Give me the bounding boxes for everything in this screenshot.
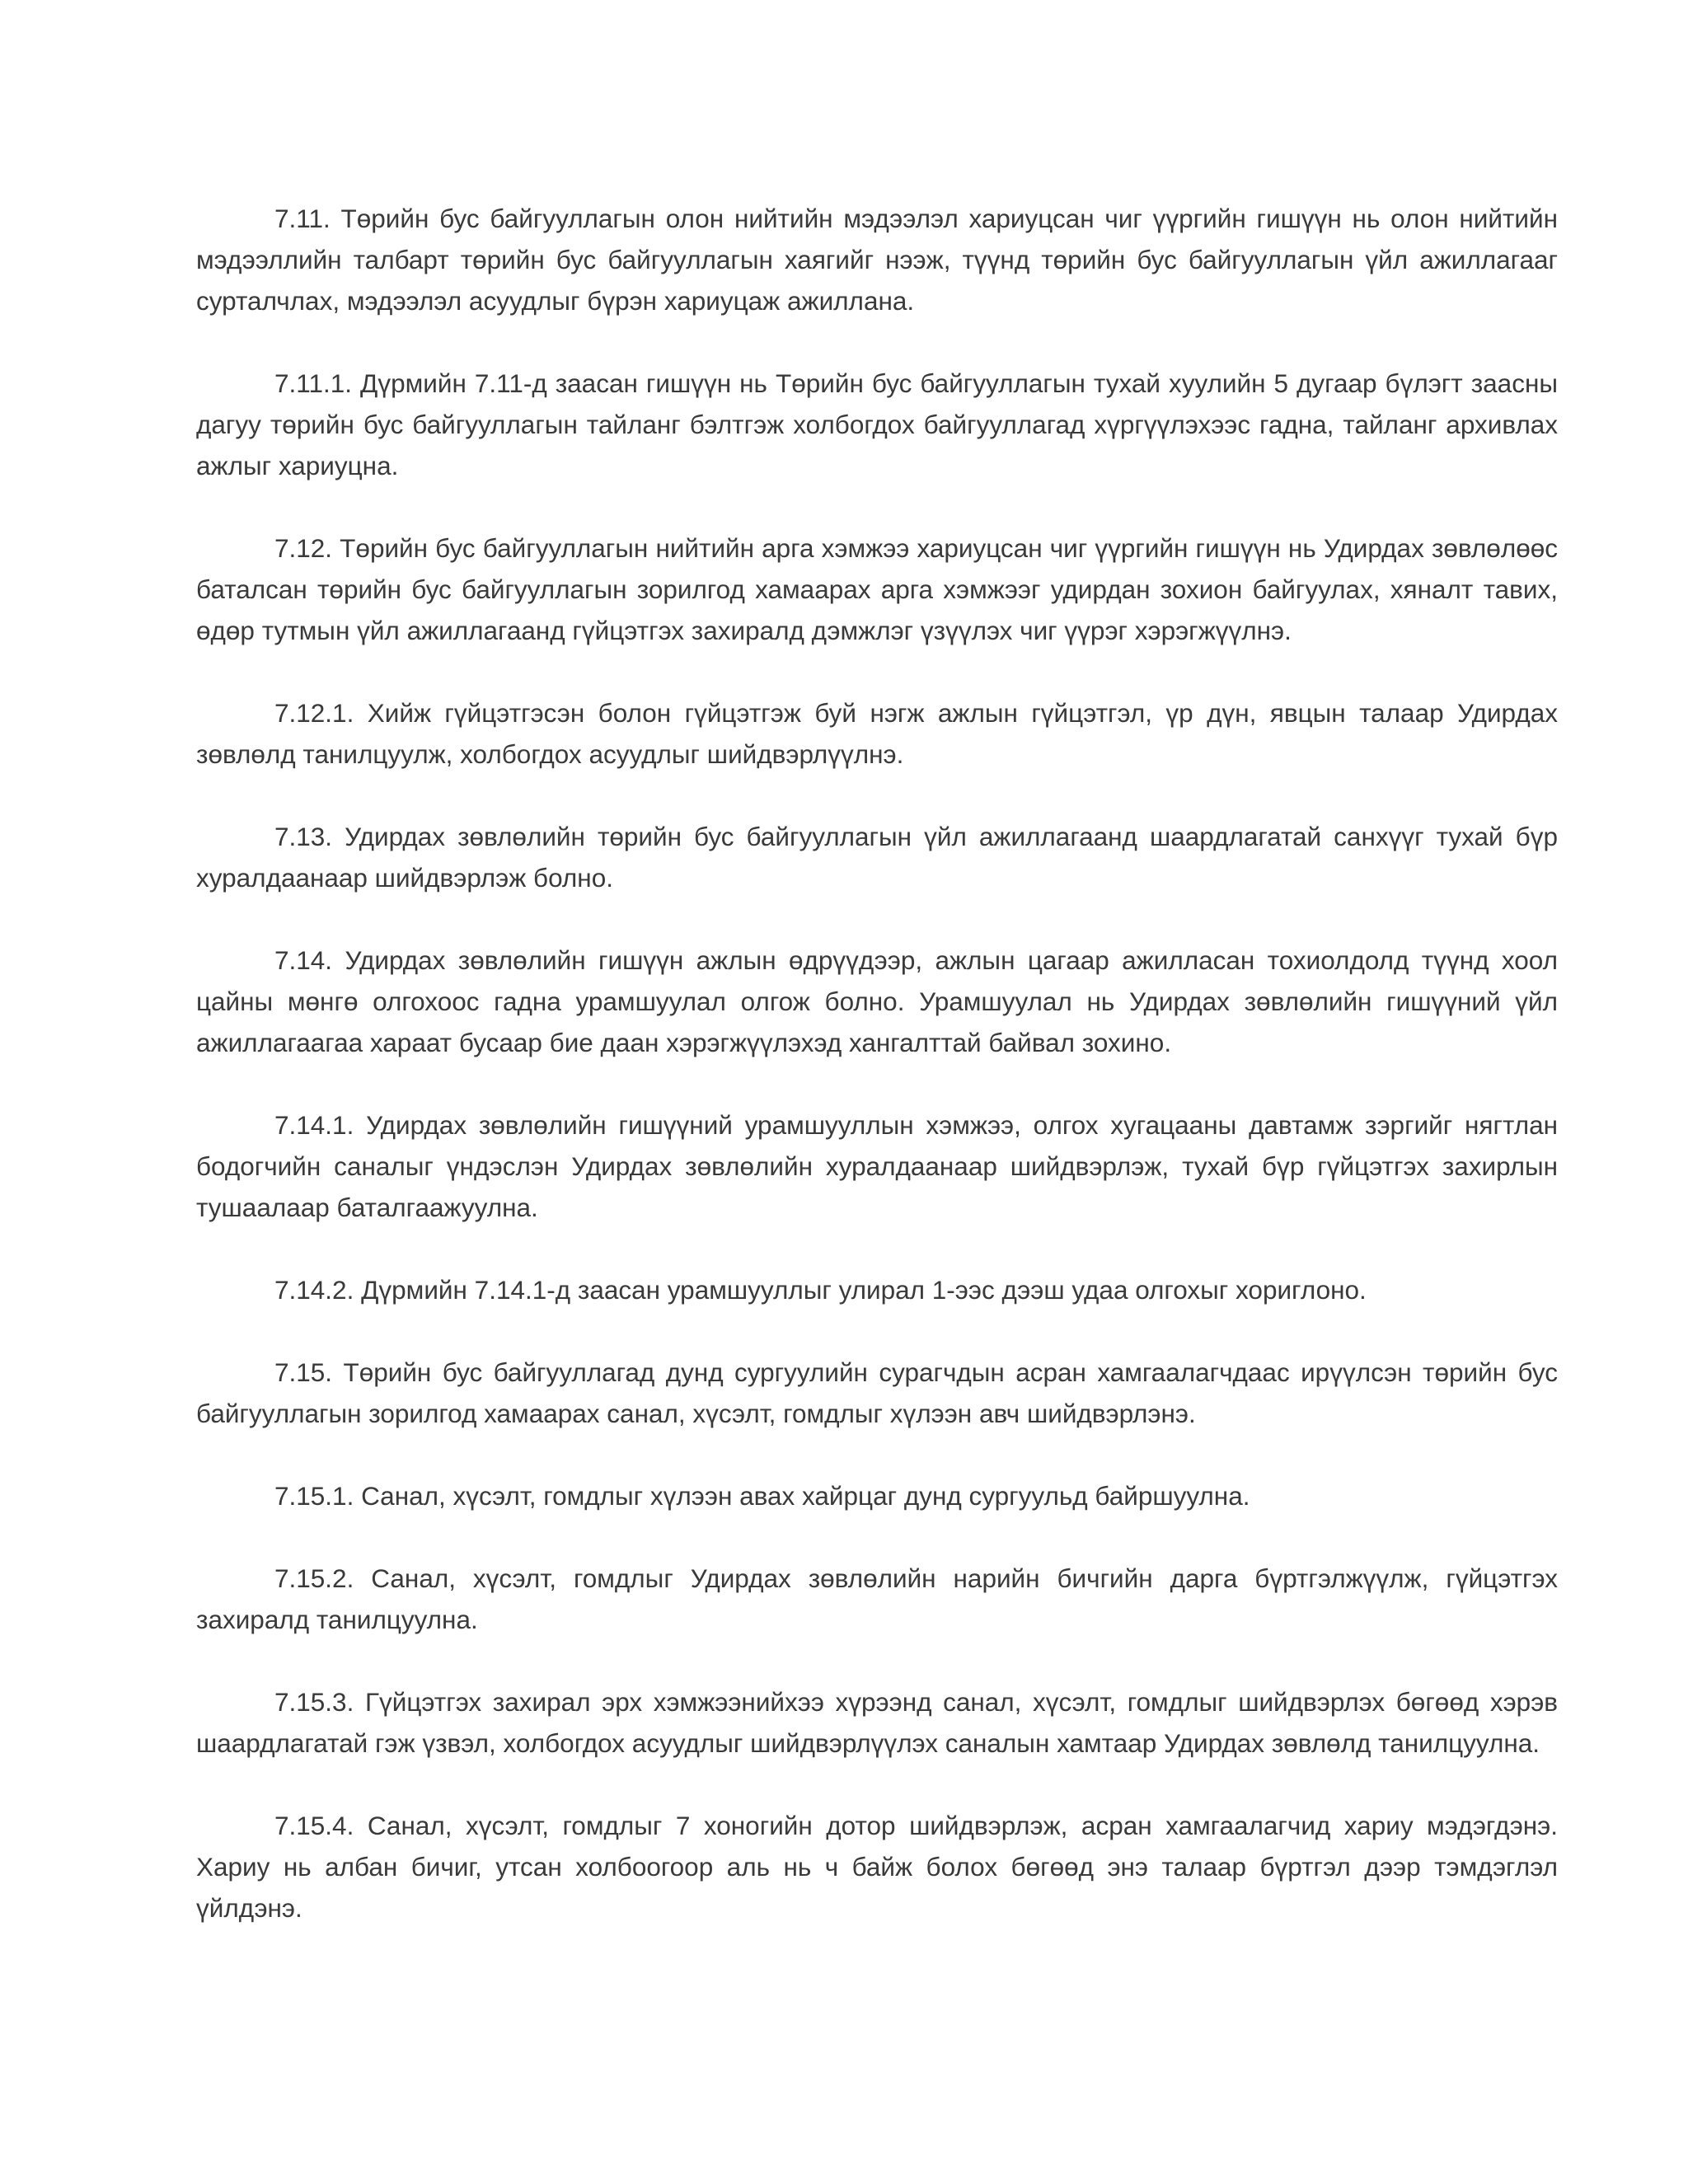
paragraph-7-14-1: 7.14.1. Удирдах зөвлөлийн гишүүний урамшууллын хэмжээ, олгох хугацааны давтамж зэргийг нягтлан бодогчийн саналыг үндэслэн Удирдах зөвлөлийн хуралдаанаар шийдвэрлэж, тухай бүр гүйцэтгэх захирлын тушаалаар баталгаажуулна.	[196, 1110, 1558, 1222]
paragraph-7-15-4: 7.15.4. Санал, хүсэлт, гомдлыг 7 хоногийн дотор шийдвэрлэж, асран хамгаалагчид хариу мэдэгдэнэ. Хариу нь албан бичиг, утсан холбоогоор аль нь ч байж болох бөгөөд энэ талаар бүртгэл дээр тэмдэглэл үйлдэнэ.	[196, 1811, 1558, 1923]
paragraph-7-15: 7.15. Төрийн бус байгууллагад дунд сургуулийн сурагчдын асран хамгаалагчдаас ирүүлсэн төрийн бус байгууллагын зорилгод хамаарах санал, хүсэлт, гомдлыг хүлээн авч шийдвэрлэнэ.	[196, 1357, 1558, 1428]
document-page	[196, 198, 1558, 1970]
paragraph-7-12: 7.12. Төрийн бус байгууллагын нийтийн арга хэмжээ хариуцсан чиг үүргийн гишүүн нь Удирдах зөвлөлөөс баталсан төрийн бус байгууллагын зорилгод хамаарах арга хэмжээг удирдан зохион байгуулах, хяналт тавих, өдөр тутмын үйл ажиллагаанд гүйцэтгэх захиралд дэмжлэг үзүүлэх чиг үүрэг хэрэгжүүлнэ.	[196, 533, 1558, 645]
paragraph-7-11-1: 7.11.1. Дүрмийн 7.11-д заасан гишүүн нь Төрийн бус байгууллагын тухай хуулийн 5 дугаар бүлэгт заасны дагуу төрийн бус байгууллагын тайланг бэлтгэж холбогдох байгууллагад хүргүүлэхээс гадна, тайланг архивлах ажлыг хариуцна.	[196, 368, 1558, 480]
paragraph-7-13: 7.13. Удирдах зөвлөлийн төрийн бус байгууллагын үйл ажиллагаанд шаардлагатай санхүүг тухай бүр хуралдаанаар шийдвэрлэж болно.	[196, 822, 1558, 893]
paragraph-7-15-3: 7.15.3. Гүйцэтгэх захирал эрх хэмжээнийхээ хүрээнд санал, хүсэлт, гомдлыг шийдвэрлэх бөгөөд хэрэв шаардлагатай гэж үзвэл, холбогдох асуудлыг шийдвэрлүүлэх саналын хамтаар Удирдах зөвлөлд танилцуулна.	[196, 1687, 1558, 1758]
paragraph-7-15-2: 7.15.2. Санал, хүсэлт, гомдлыг Удирдах зөвлөлийн нарийн бичгийн дарга бүртгэлжүүлж, гүйцэтгэх захиралд танилцуулна.	[196, 1563, 1558, 1634]
paragraph-7-15-1: 7.15.1. Санал, хүсэлт, гомдлыг хүлээн авах хайрцаг дунд сургуульд байршуулна.	[274, 1481, 1250, 1511]
paragraph-7-12-1: 7.12.1. Хийж гүйцэтгэсэн болон гүйцэтгэж буй нэгж ажлын гүйцэтгэл, үр дүн, явцын талаар Удирдах зөвлөлд танилцуулж, холбогдох асуудлыг шийдвэрлүүлнэ.	[196, 698, 1558, 769]
paragraph-7-14-2: 7.14.2. Дүрмийн 7.14.1-д заасан урамшууллыг улирал 1-ээс дээш удаа олгохыг хориглоно.	[274, 1275, 1367, 1305]
paragraph-7-14: 7.14. Удирдах зөвлөлийн гишүүн ажлын өдрүүдээр, ажлын цагаар ажилласан тохиолдолд түүнд хоол цайны мөнгө олгохоос гадна урамшуулал олгож болно. Урамшуулал нь Удирдах зөвлөлийн гишүүний үйл ажиллагаагаа хараат бусаар бие даан хэрэгжүүлэхэд хангалттай байвал зохино.	[196, 945, 1558, 1057]
paragraph-7-11: 7.11. Төрийн бус байгууллагын олон нийтийн мэдээлэл хариуцсан чиг үүргийн гишүүн нь олон нийтийн мэдээллийн талбарт төрийн бус байгууллагын хаягийг нээж, түүнд төрийн бус байгууллагын үйл ажиллагааг сурталчлах, мэдээлэл асуудлыг бүрэн хариуцаж ажиллана.	[196, 204, 1558, 316]
